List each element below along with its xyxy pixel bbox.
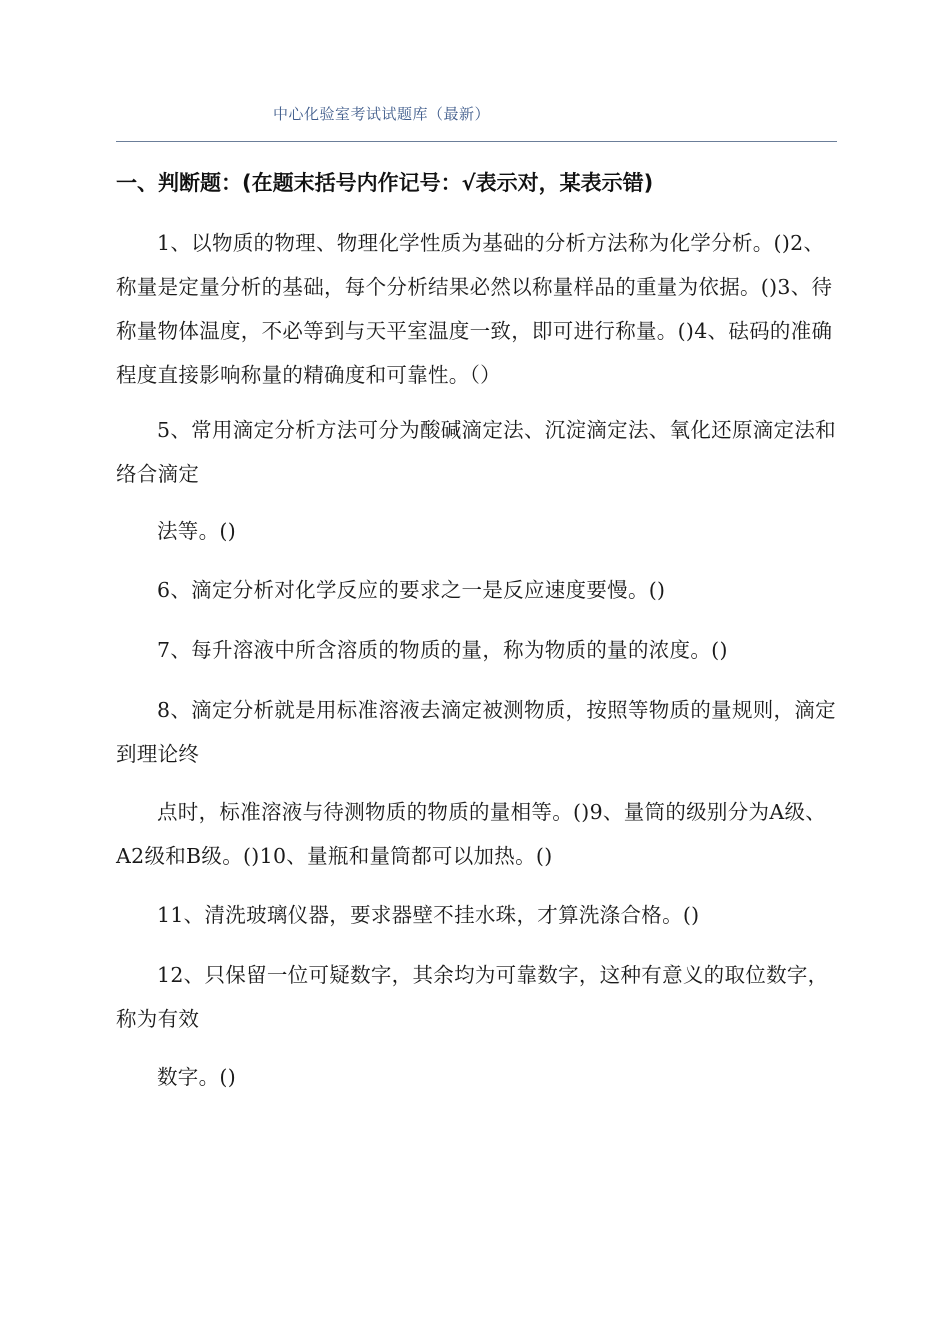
question-block-12-continued [116,1055,838,1099]
question-block-11 [116,893,838,937]
question-block-7 [116,628,838,672]
document-header-title: 中心化验室考试试题库（最新） [273,105,491,123]
question-block-8 [116,688,838,776]
question-block-8-continued [116,790,838,878]
question-block-5 [116,408,838,496]
question-paragraph: 5、常用滴定分析方法可分为酸碱滴定法、沉淀滴定法、氧化还原滴定法和络合滴定 [116,418,836,486]
section-heading: 一、判断题：(在题末括号内作记号：√表示对，某表示错) [116,171,654,195]
header-divider [116,141,837,142]
question-paragraph: 8、滴定分析就是用标准溶液去滴定被测物质，按照等物质的量规则，滴定到理论终 [116,698,836,766]
question-block-1-4 [116,221,838,397]
question-paragraph-continuation [116,790,838,878]
question-paragraph: 11、清洗玻璃仪器，要求器壁不挂水珠，才算洗涤合格。() [157,903,700,927]
question-block-5-continued [116,509,838,553]
question-paragraph: 7、每升溶液中所含溶质的物质的量，称为物质的量的浓度。() [157,638,728,662]
question-paragraph: 6、滴定分析对化学反应的要求之一是反应速度要慢。() [157,578,666,602]
question-paragraph-continuation: 数字。() [157,1065,236,1089]
question-block-12 [116,953,838,1041]
question-text: 点时，标准溶液与待测物质的物质的量相等。()9、量筒的级别分为A级、A2级和B级。()10、量瓶和量筒都可以加热。() [116,800,827,868]
question-block-6 [116,568,838,612]
question-paragraph-continuation: 法等。() [157,519,236,543]
question-paragraph: 1、以物质的物理、物理化学性质为基础的分析方法称为化学分析。()2、称量是定量分析的基础，每个分析结果必然以称量样品的重量为依据。()3、待称量物体温度，不必等到与天平室温度一致，即可进行称量。()4、砝码的准确程度直接影响称量的精确度和可靠性。（） [116,231,833,387]
question-paragraph: 12、只保留一位可疑数字，其余均为可靠数字，这种有意义的取位数字，称为有效 [116,963,829,1031]
